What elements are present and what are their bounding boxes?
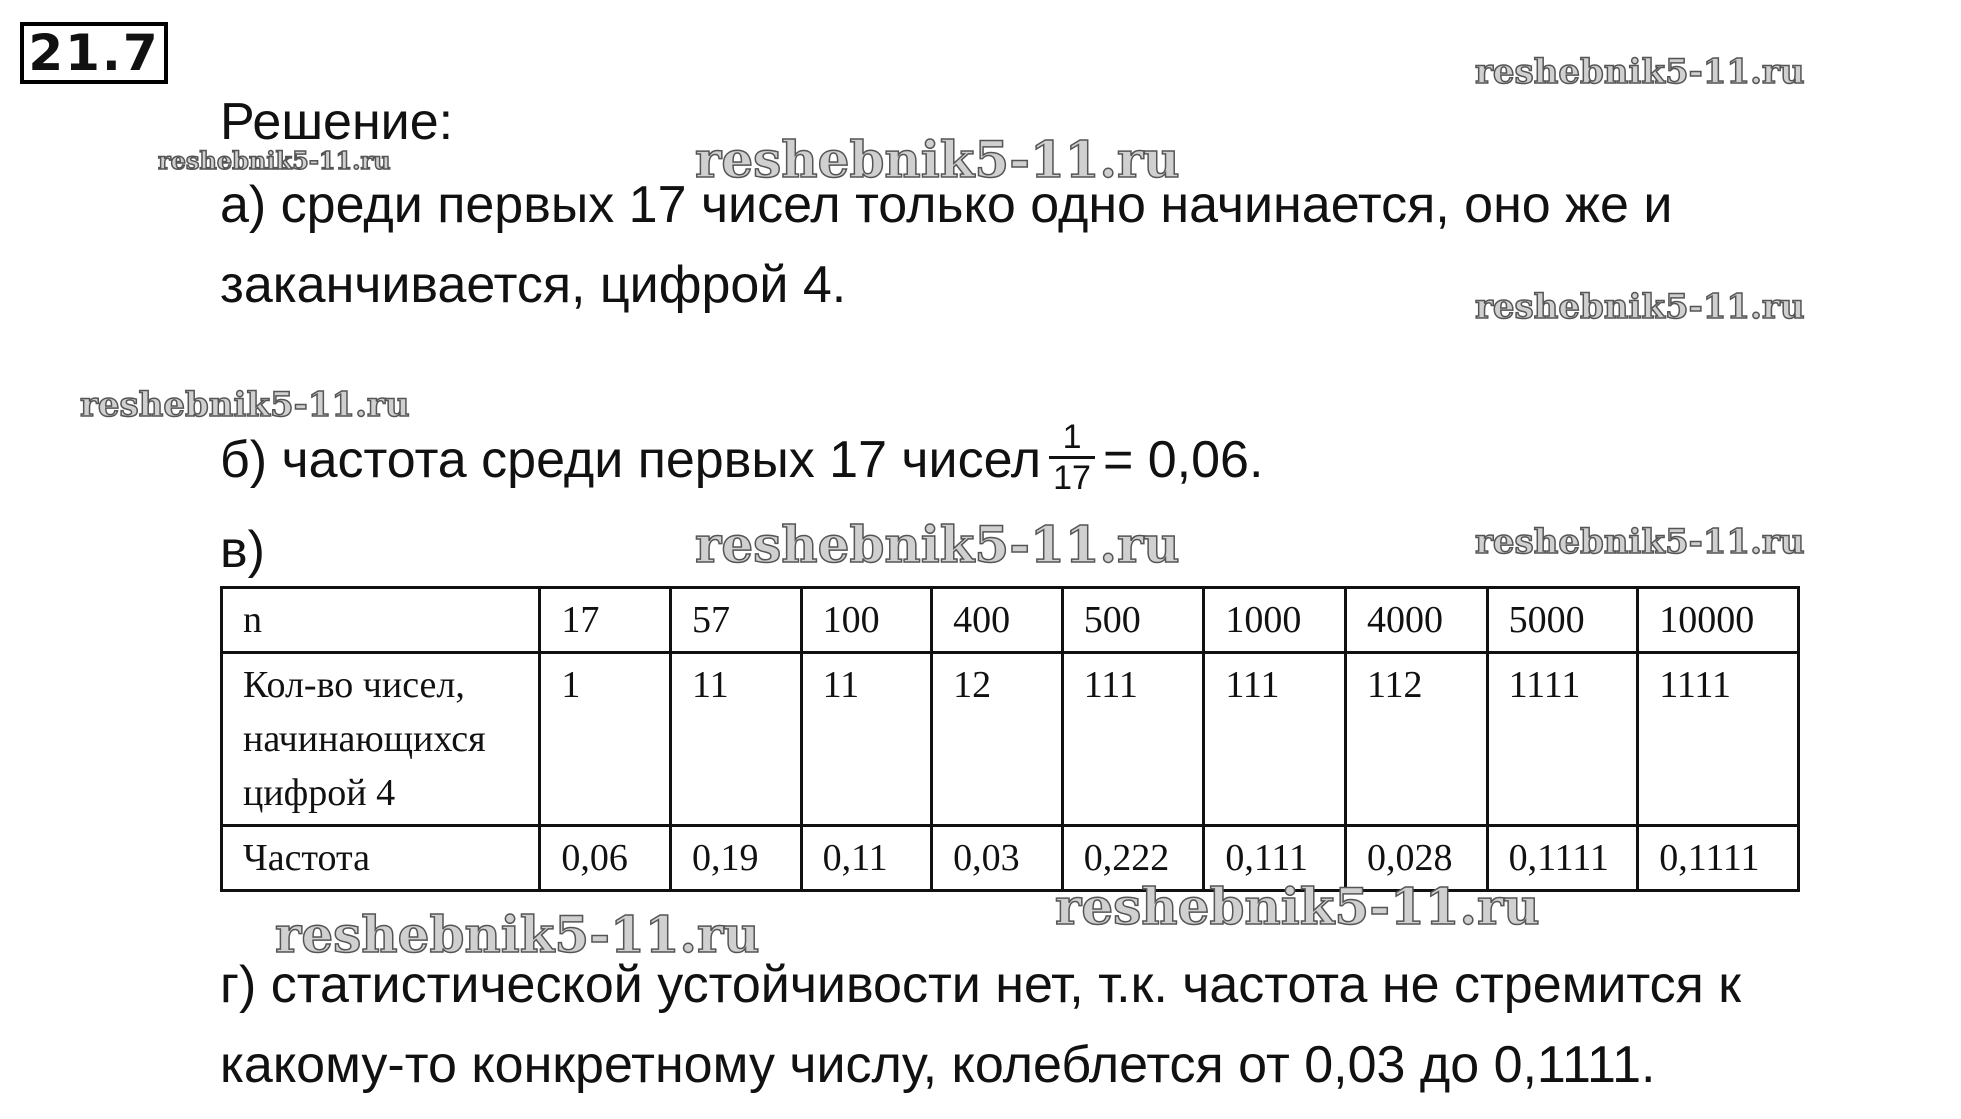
table-cell: 0,06 bbox=[540, 826, 671, 891]
table-cell: 1 bbox=[540, 653, 671, 826]
watermark: reshebnik5-11.ru bbox=[1475, 522, 1805, 562]
watermark: reshebnik5-11.ru bbox=[1475, 287, 1805, 327]
table-cell: 0,03 bbox=[932, 826, 1063, 891]
table-cell: 11 bbox=[670, 653, 801, 826]
table-cell: 10000 bbox=[1638, 588, 1799, 653]
table-cell: 100 bbox=[801, 588, 932, 653]
table-row-count bbox=[222, 653, 1799, 826]
table-cell: 0,222 bbox=[1062, 826, 1204, 891]
table-cell-label: n bbox=[222, 588, 540, 653]
table-cell: 4000 bbox=[1345, 588, 1487, 653]
part-a-text: а) среди первых 17 чисел только одно начинается, оно же и заканчивается, цифрой 4. bbox=[220, 176, 1673, 314]
table-cell-label: Частота bbox=[222, 826, 540, 891]
solution-heading: Решение: bbox=[220, 93, 454, 151]
table-row-frequency bbox=[222, 826, 1799, 891]
watermark: reshebnik5-11.ru bbox=[1055, 877, 1540, 936]
table-cell: 0,111 bbox=[1204, 826, 1346, 891]
part-b-text: б) частота среди первых 17 чисел bbox=[220, 431, 1042, 489]
table-cell: 1000 bbox=[1204, 588, 1346, 653]
problem-number: 21.7 bbox=[28, 24, 160, 82]
table-cell: 0,19 bbox=[670, 826, 801, 891]
problem-number-box bbox=[20, 22, 168, 84]
table-cell: 0,1111 bbox=[1487, 826, 1638, 891]
table-cell: 5000 bbox=[1487, 588, 1638, 653]
table-cell: 111 bbox=[1204, 653, 1346, 826]
table-cell: 1111 bbox=[1487, 653, 1638, 826]
frequency-table bbox=[220, 586, 1800, 892]
table-cell: 112 bbox=[1345, 653, 1487, 826]
part-c-label: в) bbox=[220, 521, 265, 579]
watermark: reshebnik5-11.ru bbox=[1475, 52, 1805, 92]
fraction-denominator: 17 bbox=[1053, 458, 1091, 497]
table-cell: 11 bbox=[801, 653, 932, 826]
table-cell: 111 bbox=[1062, 653, 1204, 826]
part-b bbox=[220, 417, 1264, 503]
table-cell: 0,1111 bbox=[1638, 826, 1799, 891]
watermark: reshebnik5-11.ru bbox=[695, 515, 1180, 574]
table-cell: 0,11 bbox=[801, 826, 932, 891]
part-b-result: = 0,06. bbox=[1102, 431, 1264, 489]
part-d-text: г) статистической устойчивости нет, т.к. частота не стремится к какому-то конкретному числу, колеблется от 0,03 до 0,1111. bbox=[220, 956, 1741, 1094]
table-cell: 57 bbox=[670, 588, 801, 653]
fraction bbox=[1049, 418, 1095, 497]
table-cell: 17 bbox=[540, 588, 671, 653]
watermark: reshebnik5-11.ru bbox=[80, 385, 410, 425]
watermark: reshebnik5-11.ru bbox=[275, 905, 760, 964]
table-cell: 1111 bbox=[1638, 653, 1799, 826]
table-cell-label: Кол-во чисел, начинающихся цифрой 4 bbox=[222, 653, 540, 826]
table-cell: 0,028 bbox=[1345, 826, 1487, 891]
table-row-n bbox=[222, 588, 1799, 653]
table-cell: 12 bbox=[932, 653, 1063, 826]
watermark: reshebnik5-11.ru bbox=[695, 130, 1180, 189]
table-cell: 500 bbox=[1062, 588, 1204, 653]
watermark: reshebnik5-11.ru bbox=[158, 146, 391, 175]
fraction-numerator: 1 bbox=[1049, 418, 1095, 459]
table-cell: 400 bbox=[932, 588, 1063, 653]
